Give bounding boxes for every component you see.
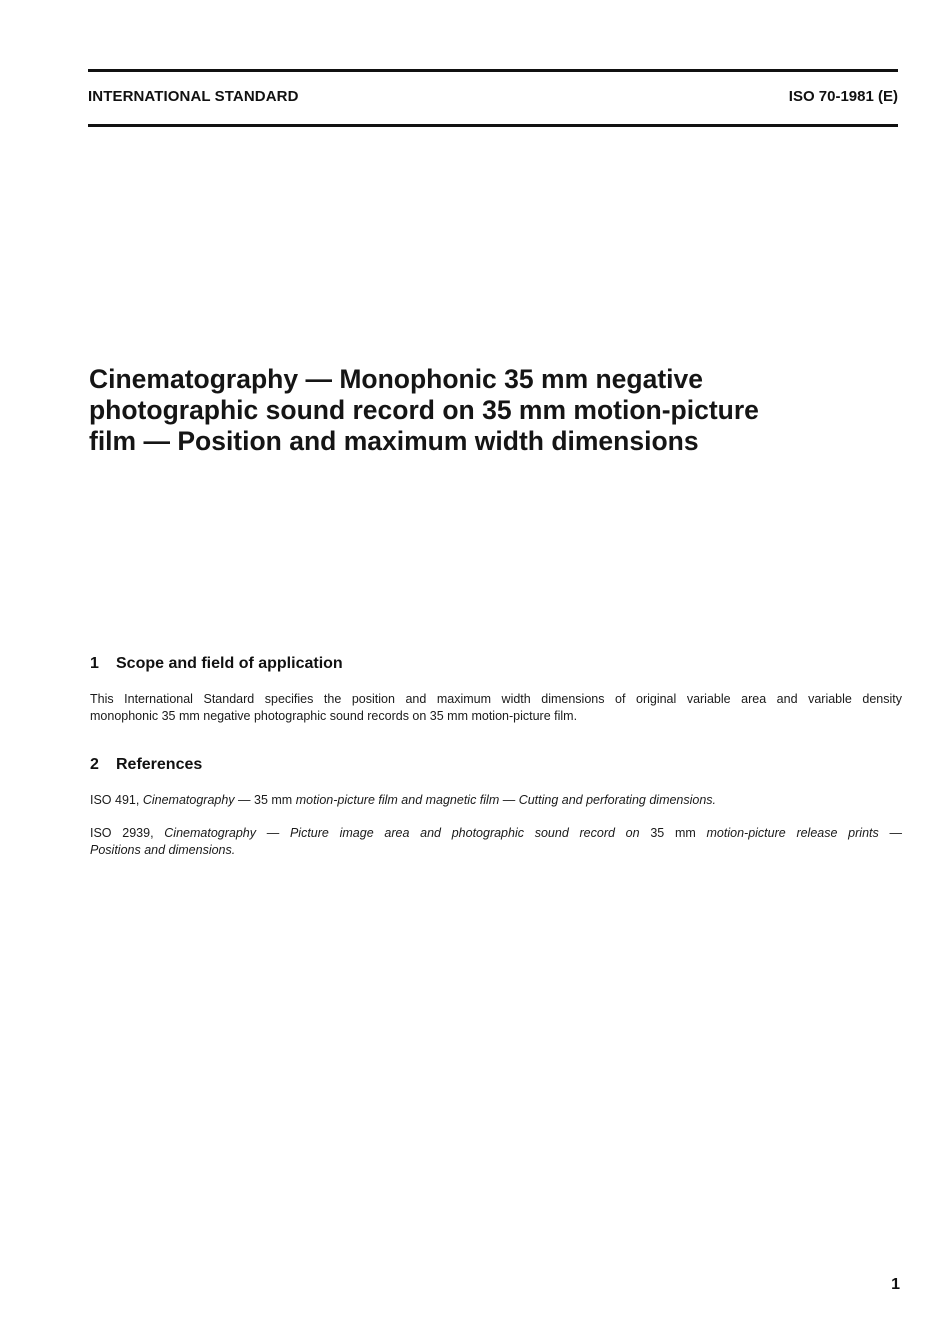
header-bottom-rule xyxy=(88,124,898,127)
reference-title-part: Positions and dimensions. xyxy=(90,843,236,857)
reference-title-part: Cinematography — Picture image area and photographic sound record on xyxy=(164,826,640,840)
standard-number: ISO 70-1981 (E) xyxy=(788,88,898,105)
reference-plain-part: 35 mm xyxy=(650,826,696,840)
reference-iso-491 xyxy=(90,792,902,809)
page-number: 1 xyxy=(891,1276,900,1293)
section-heading-references xyxy=(90,756,202,774)
section-heading-scope xyxy=(90,655,343,673)
reference-line xyxy=(90,842,902,859)
reference-code: ISO 2939, xyxy=(90,826,154,840)
reference-title-part: motion-picture film and magnetic film — Cutting and perforating dimensions. xyxy=(295,793,717,807)
section-title: References xyxy=(116,756,203,773)
section-title: Scope and field of application xyxy=(116,655,343,672)
paragraph-line-1: This International Standard specifies the position and maximum width dimensions of original variable area and variable density xyxy=(90,692,902,706)
paragraph-line-2: monophonic 35 mm negative photographic sound records on 35 mm motion-picture film. xyxy=(90,709,578,723)
header-top-rule xyxy=(88,69,898,72)
reference-code: ISO 491, xyxy=(90,793,140,807)
section-number: 2 xyxy=(90,756,99,773)
reference-iso-2939 xyxy=(90,825,902,859)
document-type-label: INTERNATIONAL STANDARD xyxy=(88,88,299,105)
title-line-1: Cinematography — Monophonic 35 mm negative xyxy=(89,364,704,394)
reference-line xyxy=(90,792,902,809)
title-line-2: photographic sound record on 35 mm motion-picture xyxy=(89,395,759,425)
reference-plain-part: 35 mm xyxy=(254,793,293,807)
reference-line xyxy=(90,825,902,842)
reference-title-part: motion-picture release prints — xyxy=(706,826,902,840)
scope-paragraph xyxy=(90,691,902,725)
reference-title-part: Cinematography — xyxy=(142,793,251,807)
document-title xyxy=(89,364,889,457)
section-number: 1 xyxy=(90,655,99,672)
title-line-3: film — Position and maximum width dimensions xyxy=(89,426,699,456)
